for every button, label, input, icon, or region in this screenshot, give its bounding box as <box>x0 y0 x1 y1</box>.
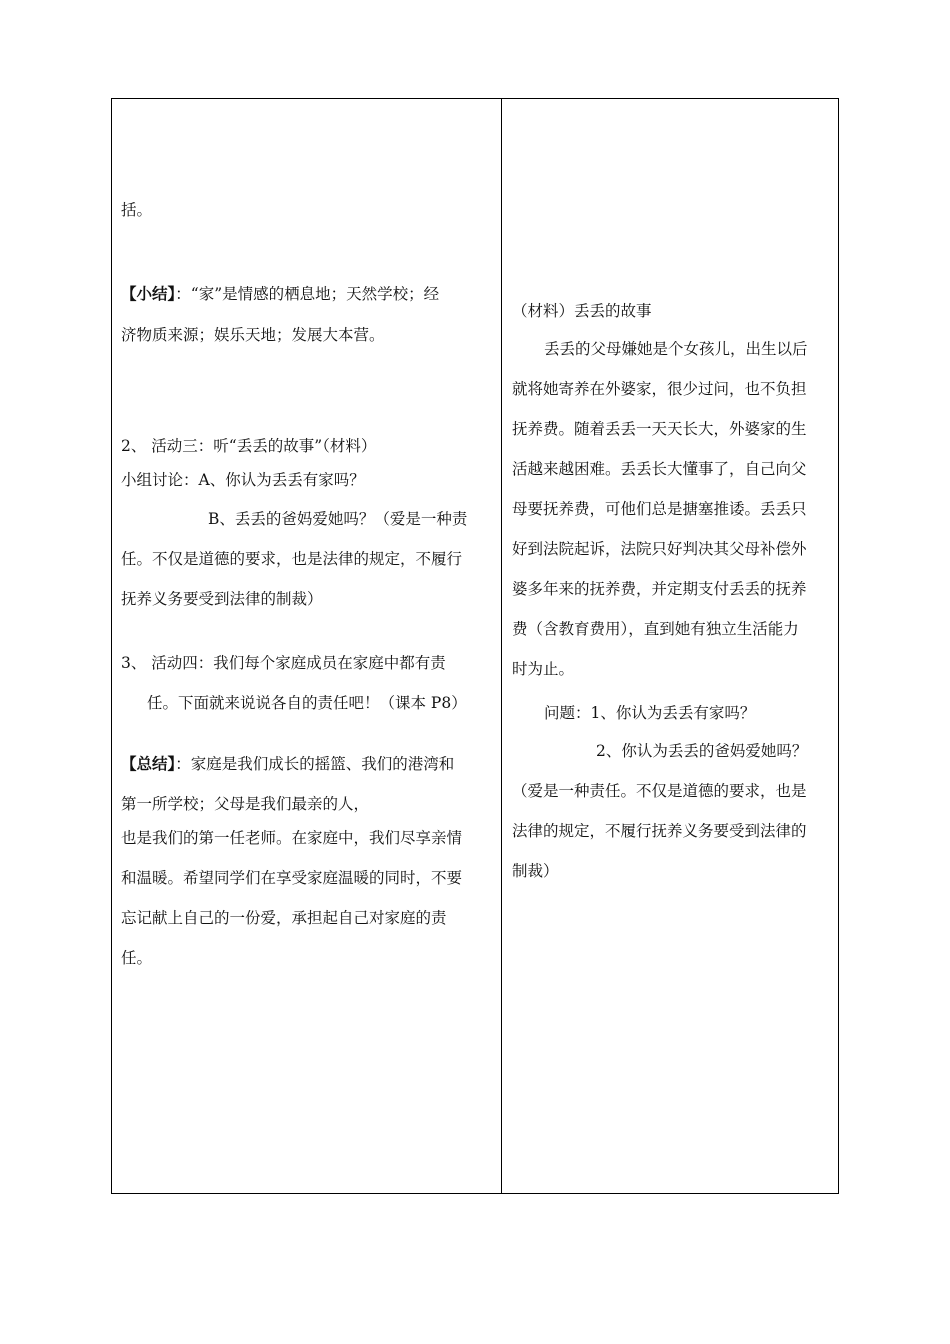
story-line-7: 婆多年来的抚养费，并定期支付丢丢的抚养 <box>512 580 807 598</box>
lesson-table <box>111 98 839 1194</box>
activity4-line-2: 任。下面就来说说各自的责任吧！（课本 P8） <box>147 694 467 712</box>
conclusion-label: 【总结】 <box>121 754 176 773</box>
conclusion-text: ：家庭是我们成长的摇篮、我们的港湾和 <box>175 755 455 773</box>
kuo-text: 括。 <box>121 201 153 219</box>
question-1: 问题：1、你认为丢丢有家吗？ <box>544 704 756 722</box>
story-line-4: 活越来越困难。丢丢长大懂事了，自己向父 <box>512 460 807 478</box>
conclusion-line-2: 第一所学校；父母是我们最亲的人， <box>121 795 370 813</box>
activity4-line-1: 3、 活动四：我们每个家庭成员在家庭中都有责 <box>121 654 446 672</box>
material-title: （材料）丢丢的故事 <box>512 302 652 320</box>
activity3-discuss-a: 小组讨论：A、你认为丢丢有家吗？ <box>121 471 365 489</box>
conclusion-line-4: 和温暖。希望同学们在享受家庭温暖的同时，不要 <box>121 869 463 887</box>
activity3-line-2: 任。不仅是道德的要求，也是法律的规定，不履行 <box>121 550 463 568</box>
conclusion-line-3: 也是我们的第一任老师。在家庭中，我们尽享亲情 <box>121 829 463 847</box>
question-2: 2、你认为丢丢的爸妈爱她吗？ <box>596 742 808 760</box>
answer-line-1: （爱是一种责任。不仅是道德的要求，也是 <box>512 782 807 800</box>
story-line-8: 费（含教育费用），直到她有独立生活能力 <box>512 620 799 638</box>
summary-line-2: 济物质来源；娱乐天地；发展大本营。 <box>121 326 385 344</box>
story-line-5: 母要抚养费，可他们总是搪塞推诿。丢丢只 <box>512 500 807 518</box>
conclusion-line-5: 忘记献上自己的一份爱，承担起自己对家庭的责 <box>121 909 447 927</box>
activity3-line-3: 抚养义务要受到法律的制裁） <box>121 590 323 608</box>
summary-line-1 <box>121 284 439 304</box>
activity3-title: 2、 活动三：听“丢丢的故事”（材料） <box>121 437 377 455</box>
activity3-discuss-b: B、丢丢的爸妈爱她吗？（爱是一种责 <box>208 510 468 528</box>
answer-line-2: 法律的规定，不履行抚养义务要受到法律的 <box>512 822 807 840</box>
summary-text: ：“家”是情感的栖息地；天然学校；经 <box>175 285 440 303</box>
summary-label: 【小结】 <box>121 284 176 303</box>
answer-line-3: 制裁） <box>512 862 559 880</box>
story-line-9: 时为止。 <box>512 660 575 678</box>
story-line-3: 抚养费。随着丢丢一天天长大，外婆家的生 <box>512 420 807 438</box>
story-line-6: 好到法院起诉，法院只好判决其父母补偿外 <box>512 540 807 558</box>
column-divider <box>501 98 502 1194</box>
conclusion-line-1 <box>121 754 454 774</box>
conclusion-line-6: 任。 <box>121 949 153 967</box>
story-line-1: 丢丢的父母嫌她是个女孩儿，出生以后 <box>544 340 808 358</box>
story-line-2: 就将她寄养在外婆家，很少过问，也不负担 <box>512 380 807 398</box>
